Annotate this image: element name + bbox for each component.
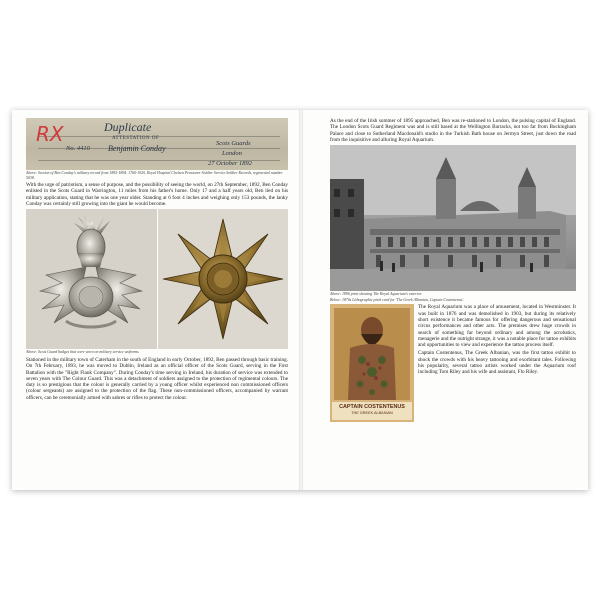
thistle-badge-icon	[26, 209, 156, 349]
badges-caption: Above: Scots Guard badges that were worn on military service uniforms.	[26, 350, 140, 355]
star-badge-icon	[158, 209, 288, 349]
badges-image	[26, 209, 288, 349]
record-stamp: RX	[36, 122, 64, 146]
thistle-badge	[26, 209, 157, 349]
paragraph: As the end of the Irish summer of 1895 approached, Ben was re-stationed to London, the pulsing capital of England. The London Scots Guard Regiment was and is still based at the Wellington Barracks, not too far from Buckingham Palace and close to Sutherland Macdonald's studio in the Turkish Bath house on Jermyn Street, just down the road from the inquisitive and alluring Royal Aquarium.	[330, 118, 576, 143]
book-spread	[12, 110, 588, 490]
right-page	[330, 118, 576, 422]
poster-caption: Below: 1870s Lithographic pitch card for 'The Greek Albanian, Captain Costentenus'.	[330, 297, 465, 302]
paragraph: The Royal Aquarium was a place of amusement, located in Westminster. It was built in 1876 and was demolished in 1903, but during its relatively short existence it became famous for offering dangerous and sensational circus performances and other acts. The premises drew huge crowds in search of something far beyond ordinary and among the acrobatics, menagerie and the outright strange, it was a notable place for tattoo exhibits and opportunities to view and experience the tattoo process itself.	[418, 304, 576, 349]
record-name: Benjamin Conday	[108, 144, 166, 153]
costentenus-poster-image	[330, 304, 414, 422]
poster-title: CAPTAIN COSTENTENUS	[339, 404, 405, 411]
star-badge	[158, 209, 289, 349]
royal-aquarium-image	[330, 145, 576, 291]
aquarium-building-icon	[330, 145, 576, 291]
record-place: London	[222, 150, 242, 157]
record-regiment: Scots Guards	[216, 140, 251, 147]
paragraph: With the urge of patriotism, a sense of purpose, and the possibility of seeing the world, on 27th September, 1892, Ben Conday enlisted in the Scots Guard in Warrington, 11 miles from his father's home. Only 17 and a half years old, Ben lied on his military application, stating that he was one year older. Standing at 6 foot 4 inches and weighing only 153 pounds, the lanky Conday was certainly still growing into the giant he would become.	[26, 182, 288, 208]
record-attestation: ATTESTATION OF	[112, 136, 160, 141]
poster-subtitle: THE GREEK ALBANIAN	[351, 411, 393, 416]
paragraph: Captain Costentenus, The Greek Albanian, was the first tattoo exhibit to shock the crowds with his heavy tattooing and exorbitant tales. Following his popularity, several tattoo artists worked under the Aquarium roof including Tom Riley and his wife and assistant, Flo Riley.	[418, 350, 576, 376]
lower-text	[414, 304, 576, 422]
book-gutter	[299, 110, 303, 490]
record-date: 27 October 1892	[208, 160, 253, 167]
left-page	[26, 118, 288, 403]
record-caption: Above: Section of Ben Conday's military record from 1892-1894. 1760-1920, Royal Hospital Chelsea Pensioner Soldier Service Soldier Records, regimental number 5038.	[26, 171, 283, 180]
record-number: No. 4410	[66, 145, 90, 152]
military-record-image	[26, 118, 288, 170]
lower-section	[330, 304, 576, 422]
record-duplicate: Duplicate	[104, 120, 152, 134]
paragraph: Stationed in the military town of Caterham in the south of England in early October, 1892, Ben passed through basic training. On 7th February, 1893, he was moved to Dublin, Ireland as an official officer of the Scots Guard, serving in the First Battalion with the "Right Flank Company". During Conday's time serving in Ireland, his duration of service was extended to seven years with The Colour Guard. This was a detachment of soldiers assigned to the protection of regimental colours. The duty is so prestigious that the colour is generally carried by a young officer whilst experienced non commissioned officers (colour sergeants) are assigned to the protection of the flag. These non-commissioned officers, accompanied by warrant officers, can be ceremonially armed with sabres or rifles to protect the colour.	[26, 356, 288, 401]
aquarium-caption: Above: 1896 print showing The Royal Aquarium's exterior.	[330, 292, 422, 297]
